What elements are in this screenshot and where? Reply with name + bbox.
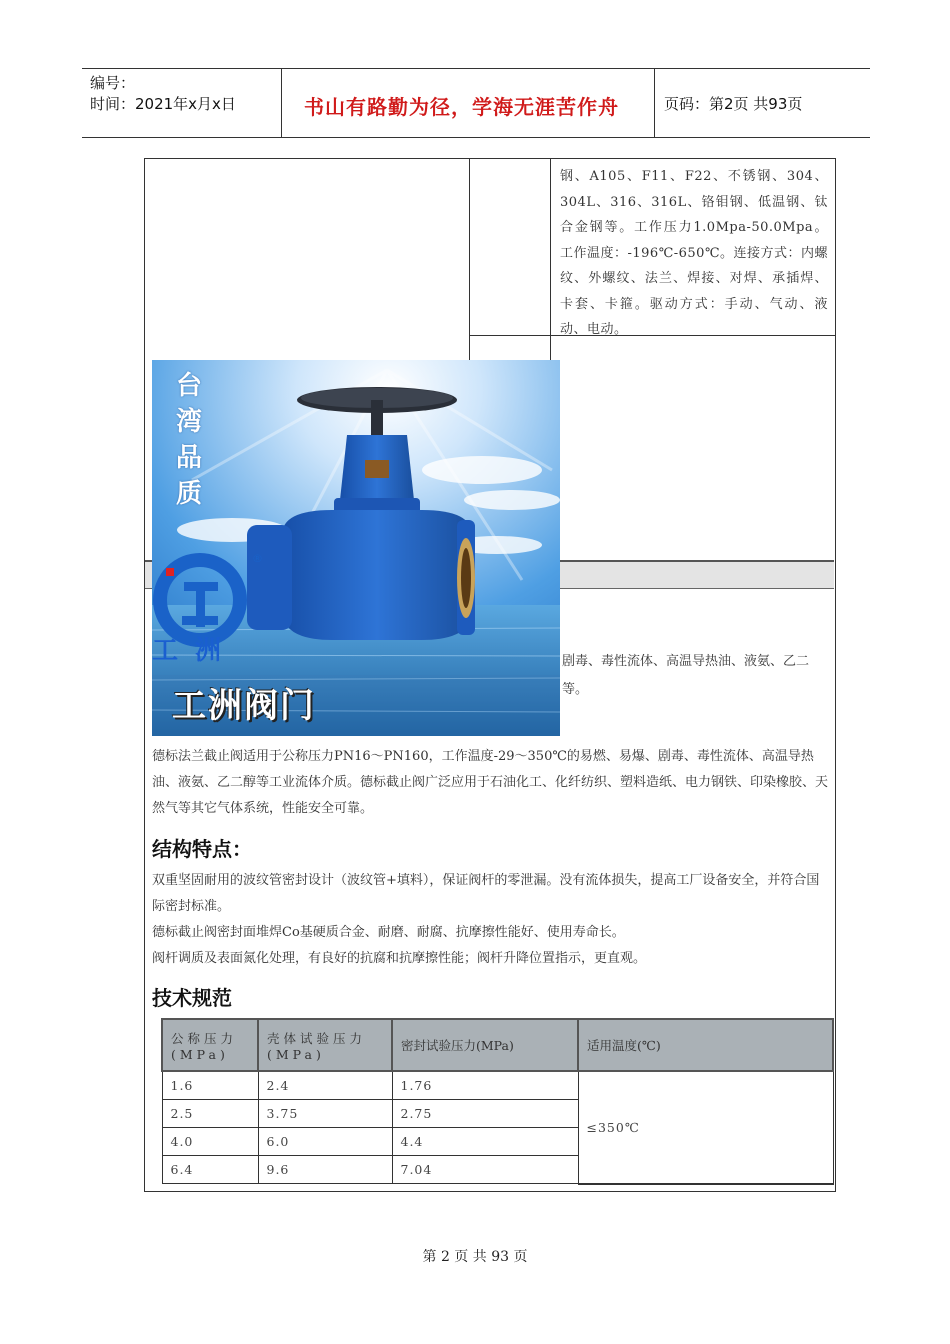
specs-text: 钢、A105、F11、F22、不锈钢、304、304L、316、316L、铬钼钢、低温钢、钛合金钢等。工作压力1.0Mpa-50.0Mpa。工作温度：-196℃-650℃。连接方式：内螺纹、外螺纹、法兰、焊接、对焊、承插焊、卡套、卡箍。驱动方式：手动、气动、液动、电动。 bbox=[560, 169, 828, 337]
table-header-cell: 公称压力(MPa) bbox=[162, 1019, 258, 1071]
table-header-row bbox=[162, 1019, 833, 1071]
slogan-char: 湾 bbox=[175, 407, 202, 437]
table-cell: 2.5 bbox=[162, 1100, 258, 1128]
structure-paragraph: 阀杆调质及表面氮化处理，有良好的抗腐和抗摩擦性能；阀杆升降位置指示，更直观。 bbox=[152, 951, 647, 966]
image-brand-large: 工洲阀门 bbox=[172, 686, 316, 726]
structure-paragraphs bbox=[152, 868, 828, 972]
partial-text-line: 剧毒、毒性流体、高温导热油、液氨、乙二 bbox=[562, 654, 810, 669]
table-cell: 4.0 bbox=[162, 1128, 258, 1156]
partial-text bbox=[562, 648, 809, 704]
partial-text-line: 等。 bbox=[562, 682, 589, 697]
page-footer: 第 2 页 共 93 页 bbox=[422, 1249, 528, 1265]
structure-paragraph: 德标截止阀密封面堆焊Co基硬质合金、耐磨、耐腐、抗摩擦性能好、使用寿命长。 bbox=[152, 925, 625, 940]
table-cell: 6.0 bbox=[258, 1128, 392, 1156]
tech-table bbox=[161, 1018, 834, 1185]
table-cell: 7.04 bbox=[392, 1156, 578, 1184]
page-header bbox=[82, 68, 870, 138]
slogan-char: 台 bbox=[175, 371, 202, 401]
table-cell: 3.75 bbox=[258, 1100, 392, 1128]
table-header-cell: 适用温度(℃) bbox=[578, 1019, 833, 1071]
table-cell: 6.4 bbox=[162, 1156, 258, 1184]
registered-mark: ® bbox=[252, 552, 263, 565]
image-vertical-slogan bbox=[172, 368, 206, 512]
slogan-char: 品 bbox=[175, 443, 202, 473]
header-divider bbox=[654, 69, 655, 137]
structure-paragraph: 双重坚固耐用的波纹管密封设计（波纹管+填料），保证阀杆的零泄漏。没有流体损失，提高工厂设备安全，并符合国际密封标准。 bbox=[152, 873, 820, 914]
table-row bbox=[162, 1071, 833, 1100]
table-header-cell: 密封试验压力(MPa) bbox=[392, 1019, 578, 1071]
tech-heading: 技术规范 bbox=[152, 986, 232, 1010]
temperature-cell: ≤350℃ bbox=[578, 1071, 833, 1184]
header-page-info: 页码：第2页 共93页 bbox=[664, 95, 803, 113]
image-brand-small: 工 洲 bbox=[152, 636, 226, 666]
product-image bbox=[152, 360, 560, 736]
header-meta bbox=[90, 73, 236, 115]
slogan-char: 质 bbox=[175, 479, 202, 509]
structure-heading: 结构特点： bbox=[152, 837, 252, 861]
header-motto: 书山有路勤为径，学海无涯苦作舟 bbox=[304, 95, 619, 119]
table-cell: 2.75 bbox=[392, 1100, 578, 1128]
table-header-cell: 壳体试验压力(MPa) bbox=[258, 1019, 392, 1071]
table-cell: 9.6 bbox=[258, 1156, 392, 1184]
table-cell: 2.4 bbox=[258, 1071, 392, 1100]
document-number-label: 编号： bbox=[90, 74, 136, 92]
intro-paragraph: 德标法兰截止阀适用于公称压力PN16～PN160，工作温度-29～350℃的易燃、易爆、剧毒、毒性流体、高温导热油、液氨、乙二醇等工业流体介质。德标截止阀广泛应用于石油化工、化纤纺织、塑料造纸、电力钢铁、印染橡胶、天然气等其它气体系统，性能安全可靠。 bbox=[152, 749, 829, 816]
table-cell: 1.6 bbox=[162, 1071, 258, 1100]
table-cell: 4.4 bbox=[392, 1128, 578, 1156]
table-cell: 1.76 bbox=[392, 1071, 578, 1100]
document-time-label: 时间：2021年x月x日 bbox=[90, 95, 236, 113]
header-divider bbox=[281, 69, 282, 137]
